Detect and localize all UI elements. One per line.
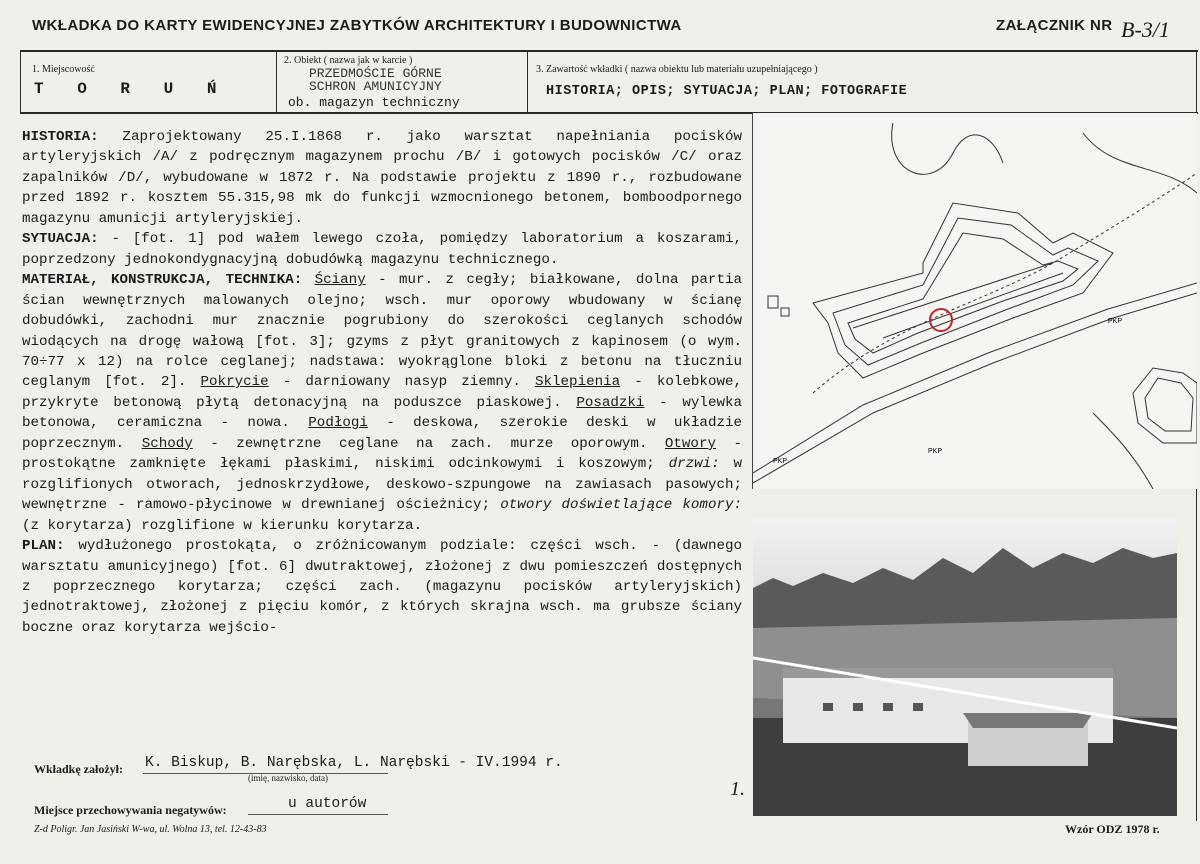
situation-text: - [fot. 1] pod wałem lewego czoła, pomiędzy laboratorium a koszarami, poprzedzony jednokondygnacyjną dobudówką magazynu technicznego. — [22, 231, 742, 268]
small-building — [768, 296, 778, 308]
history-paragraph — [22, 127, 742, 229]
plan-text: wydłużonego prostokąta, o zróżnicowanym podziale: części wsch. - (dawnego warsztatu amunicyjnego) [fot. 6] dwutraktowej, złożonej z dwu pomieszczeń dostępnych z poprzecznego korytarza; części zach. (magazynu pocisków artyleryjskich) jednotraktowej, złożonej z pięciu komór, z których skrajna wsch. ma grubsze ściany boczne oraz korytarza wejścio- — [22, 538, 742, 636]
vaults-term: Sklepienia — [535, 374, 621, 391]
contents-value: HISTORIA; OPIS; SYTUACJA; PLAN; FOTOGRAFIE — [546, 84, 908, 99]
vaults-text: - kolebkowe, przykryte betonową płytą detonacyjną na poduszce piaskowej. — [22, 374, 742, 411]
locality-label: 1. Miejscowość — [32, 64, 95, 75]
roofing-term: Pokrycie — [200, 374, 269, 391]
small-building-2 — [781, 308, 789, 316]
photo-drawing — [753, 518, 1177, 816]
openings-term: Otwory — [664, 435, 716, 452]
object-name-line-3: ob. magazyn techniczny — [288, 95, 460, 110]
negatives-value: u autorów — [288, 796, 367, 812]
attachment-number-value: B-3/1 — [1121, 17, 1170, 42]
window — [853, 703, 863, 711]
plan-paragraph — [22, 536, 742, 638]
header-top-rule — [20, 50, 1198, 52]
fortress-outline — [813, 203, 1113, 378]
window — [913, 703, 923, 711]
form-template-id: Wzór ODZ 1978 r. — [1065, 822, 1160, 836]
history-heading: HISTORIA: — [22, 129, 99, 145]
object-name-line-2: SCHRON AMUNICYJNY — [309, 79, 442, 94]
locality-value: T O R U Ń — [34, 80, 229, 98]
author-hint: (imię, nazwisko, data) — [248, 773, 328, 783]
material-paragraph — [22, 270, 742, 536]
interior-line — [853, 263, 1053, 328]
doors-text: w rozglifionych otworach, jednoskrzydłowe, deskowo-szpungowe na zawiasach pasowych; wewnętrzne - ramowo-płycinowe w drewnianej ościeżnicy; — [22, 456, 742, 514]
contents-label: 3. Zawartość wkładki ( nazwa obiektu lub materiału uzupełniającego ) — [536, 64, 818, 75]
roofing-text: - darniowany nasyp ziemny. — [268, 374, 535, 391]
doors-term: drzwi: — [668, 456, 720, 473]
object-label: 2. Obiekt ( nazwa jak w karcie ) — [284, 55, 413, 66]
printer-info: Z-d Poligr. Jan Jasiński W-wa, ul. Wolna 13, tel. 12-43-83 — [34, 824, 267, 835]
contour-line-2 — [1083, 133, 1197, 193]
field-divider-1 — [276, 51, 277, 113]
description-text — [22, 127, 742, 638]
floors-term: Posadzki — [576, 394, 645, 411]
walls-text: - mur. z cegły; białkowane, dolna partia ścian wewnętrznych malowanych olejno; wsch. mur oporowy wbudowany w ścianę dobudówki, zachodni mur znacznie pogrubiony do szerokości ceglanych schodów wiodących na drogę wałową [fot. 3]; gzyms z płyt granitowych z kapinosem (o wym. 70÷77 x 12) na rolce ceglanej; nadstawa: wyokrąglone bloki z betonu na tłuczniu ceglanym [fot. 2]. — [22, 272, 742, 391]
interior-line-2 — [883, 273, 1063, 338]
material-heading: MATERIAŁ, KONSTRUKCJA, TECHNIKA: — [22, 272, 303, 289]
author-label: Wkładkę założył: — [34, 762, 123, 776]
photo-number: 1. — [730, 778, 745, 800]
bastion-inner — [1145, 378, 1193, 431]
fortress-core-outline — [848, 233, 1078, 353]
fortress-plan-drawing — [753, 113, 1197, 489]
attachment-number-label: ZAŁĄCZNIK NR — [996, 17, 1113, 34]
negatives-underline — [248, 814, 388, 815]
map-label-pkp-3: PKP — [773, 458, 788, 465]
light-openings-text: (z korytarza) rozglifione w kierunku korytarza. — [22, 517, 423, 534]
map-label-pkp-1: PKP — [1108, 318, 1123, 325]
floorboards-text: - deskowa, szerokie deski w układzie poprzecznym. — [22, 415, 743, 452]
negatives-label: Miejsce przechowywania negatywów: — [34, 803, 227, 817]
contour-line — [892, 123, 1003, 174]
history-text: Zaprojektowany 25.I.1868 r. jako warsztat napełniania pocisków artyleryjskich /A/ z podręcznym magazynem prochu /B/ i gotowych pocisków /C/ oraz zapalników /D/, wybudowane w 1872 r. Na podstawie projektu z 1890 r., rozbudowane przed 1892 r. kosztem 55.315,98 mk do funkcji wzmocnionego betonem, bomboodpornego magazynu amunicji artyleryjskiej. — [22, 129, 742, 227]
curve-road — [1093, 413, 1153, 489]
card-title: WKŁADKA DO KARTY EWIDENCYJNEJ ZABYTKÓW ARCHITEKTURY I BUDOWNICTWA — [32, 17, 682, 34]
path-line — [813, 173, 1197, 393]
floorboards-term: Podłogi — [308, 415, 368, 432]
stairs-term: Schody — [141, 435, 193, 452]
map-label-pkp-2: PKP — [928, 448, 943, 455]
plan-heading: PLAN: — [22, 538, 65, 555]
openings-text: - prostokątne zamknięte łękami płaskimi, niskimi odcinkowymi i koszowym; — [22, 435, 743, 473]
window — [823, 703, 833, 711]
author-value: K. Biskup, B. Narębska, L. Narębski - IV.1994 r. — [145, 755, 563, 771]
situation-heading: SYTUACJA: — [22, 231, 99, 248]
site-map — [752, 113, 1197, 489]
situation-paragraph — [22, 229, 742, 270]
light-openings-term: otwory doświetlające komory: — [500, 497, 743, 514]
annex-roof — [963, 713, 1093, 728]
stairs-text: - zewnętrzne ceglane na zach. murze oporowym. — [192, 435, 665, 452]
field-divider-2 — [527, 51, 528, 113]
floors-text: - wylewka betonowa, ceramiczna - nowa. — [22, 394, 742, 432]
photograph — [753, 518, 1177, 816]
window — [883, 703, 893, 711]
walls-term: Ściany — [314, 272, 366, 289]
object-name-line-1: PRZEDMOŚCIE GÓRNE — [309, 66, 442, 81]
field-left-border — [20, 51, 21, 113]
